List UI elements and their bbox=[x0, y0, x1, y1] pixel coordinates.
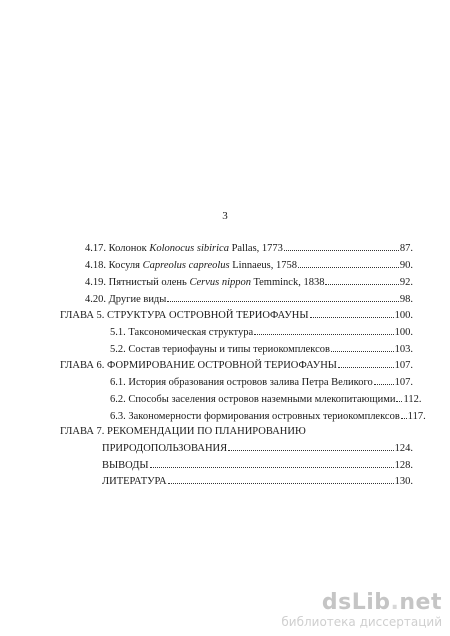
dot-leader bbox=[167, 292, 399, 302]
watermark-logo: dsLib.net bbox=[321, 590, 442, 615]
toc-entry-page: 124. bbox=[394, 443, 413, 454]
toc-entry-page: 130. bbox=[394, 476, 413, 487]
toc-entry-5-2[interactable] bbox=[110, 342, 413, 356]
dot-leader bbox=[228, 441, 394, 451]
watermark-caption: библиотека диссертаций bbox=[281, 615, 442, 629]
dot-leader bbox=[284, 241, 399, 251]
dot-leader bbox=[298, 258, 399, 268]
dot-leader bbox=[401, 409, 407, 419]
dot-leader bbox=[338, 358, 394, 368]
toc-entry-title: ГЛАВА 7. РЕКОМЕНДАЦИИ ПО ПЛАНИРОВАНИЮ bbox=[60, 426, 306, 437]
toc-entry-page: 92. bbox=[399, 277, 413, 288]
toc-entry-title: ПРИРОДОПОЛЬЗОВАНИЯ bbox=[102, 443, 228, 454]
toc-entry-6-1[interactable] bbox=[110, 375, 413, 389]
toc-entry-page: 103. bbox=[394, 344, 413, 355]
dot-leader bbox=[168, 474, 394, 484]
dot-leader bbox=[310, 308, 394, 318]
toc-entry-page: 100. bbox=[394, 327, 413, 338]
toc-entry-title: ГЛАВА 6. ФОРМИРОВАНИЕ ОСТРОВНОЙ ТЕРИОФАУНЫ bbox=[60, 360, 337, 371]
toc-entry-title: 6.3. Закономерности формирования островных териокомплексов bbox=[110, 411, 400, 422]
toc-entry-title: 4.19. Пятнистый олень Cervus nippon Temminck, 1838 bbox=[85, 277, 325, 288]
dot-leader bbox=[374, 375, 394, 385]
toc-chapter-6[interactable] bbox=[60, 358, 413, 372]
toc-entry-4-20[interactable] bbox=[85, 292, 413, 306]
toc-entry-title: 4.18. Косуля Capreolus capreolus Linnaeus, 1758 bbox=[85, 260, 298, 271]
toc-entry-page: 98. bbox=[399, 294, 413, 305]
toc-entry-title: ВЫВОДЫ bbox=[102, 460, 149, 471]
toc-chapter-5[interactable] bbox=[60, 308, 413, 322]
page-number: 3 bbox=[222, 210, 228, 222]
watermark bbox=[232, 590, 442, 630]
dot-leader bbox=[150, 458, 394, 468]
toc-entry-5-1[interactable] bbox=[110, 325, 413, 339]
toc-entry-page: 107. bbox=[394, 377, 413, 388]
dot-leader bbox=[254, 325, 394, 335]
toc-entry-title: ЛИТЕРАТУРА bbox=[102, 476, 167, 487]
toc-entry-title: 6.1. История образования островов залива Петра Великого bbox=[110, 377, 373, 388]
toc-entry-page: 87. bbox=[399, 243, 413, 254]
toc-entry-title: 5.2. Состав териофауны и типы териокомплексов bbox=[110, 344, 330, 355]
dot-leader bbox=[325, 275, 398, 285]
toc-entry-4-18[interactable] bbox=[85, 258, 413, 272]
toc-entry-title: 5.1. Таксономическая структура bbox=[110, 327, 254, 338]
toc-chapter-7[interactable] bbox=[60, 425, 413, 438]
toc-entry-title: 6.2. Способы заселения островов наземными млекопитающими bbox=[110, 394, 396, 405]
toc-entry-page: 107. bbox=[394, 360, 413, 371]
toc-entry-title: ГЛАВА 5. СТРУКТУРА ОСТРОВНОЙ ТЕРИОФАУНЫ bbox=[60, 310, 309, 321]
toc-entry-page: 90. bbox=[399, 260, 413, 271]
toc-entry-6-3[interactable] bbox=[110, 409, 426, 423]
toc-entry-4-17[interactable] bbox=[85, 241, 413, 255]
dot-leader bbox=[331, 342, 394, 352]
toc-entry-page: 128. bbox=[394, 460, 413, 471]
toc-literature[interactable] bbox=[102, 474, 413, 488]
toc-entry-4-19[interactable] bbox=[85, 275, 413, 289]
toc-entry-page: 112. bbox=[403, 394, 422, 405]
toc-conclusions[interactable] bbox=[102, 458, 413, 472]
toc-entry-title: 4.17. Колонок Kolonocus sibirica Pallas, 1773 bbox=[85, 243, 283, 254]
dot-leader bbox=[396, 392, 402, 402]
toc-entry-page: 100. bbox=[394, 310, 413, 321]
toc-entry-title: 4.20. Другие виды bbox=[85, 294, 167, 305]
toc-entry-page: 117. bbox=[407, 411, 426, 422]
toc-chapter-7-cont[interactable] bbox=[102, 441, 413, 455]
toc-entry-6-2[interactable] bbox=[110, 392, 422, 406]
